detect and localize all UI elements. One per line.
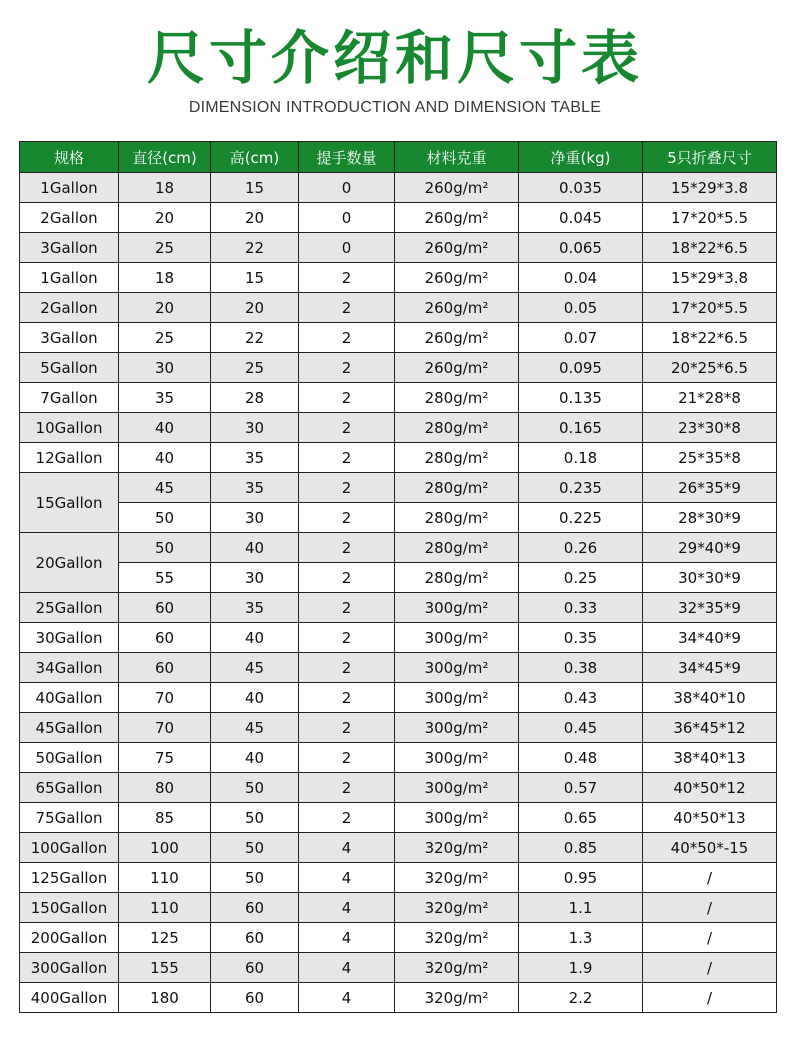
cell-material-weight: 320g/m²: [395, 863, 519, 893]
cell-net-weight: 1.9: [519, 953, 643, 983]
table-header-row: [20, 142, 777, 173]
table-row: [20, 503, 777, 533]
cell-height: 40: [211, 683, 299, 713]
table-row: [20, 923, 777, 953]
cell-folded-size: /: [643, 893, 777, 923]
cell-handles: 4: [299, 953, 395, 983]
cell-diameter: 70: [119, 713, 211, 743]
cell-height: 45: [211, 653, 299, 683]
cell-net-weight: 0.065: [519, 233, 643, 263]
cell-material-weight: 280g/m²: [395, 533, 519, 563]
cell-handles: 2: [299, 563, 395, 593]
cell-handles: 2: [299, 593, 395, 623]
table-row: [20, 533, 777, 563]
cell-material-weight: 260g/m²: [395, 203, 519, 233]
cell-handles: 2: [299, 773, 395, 803]
table-row: [20, 713, 777, 743]
table-row: [20, 593, 777, 623]
cell-material-weight: 300g/m²: [395, 713, 519, 743]
cell-folded-size: 40*50*13: [643, 803, 777, 833]
cell-spec: 1Gallon: [20, 173, 119, 203]
cell-spec: 12Gallon: [20, 443, 119, 473]
table-row: [20, 563, 777, 593]
cell-net-weight: 0.33: [519, 593, 643, 623]
cell-spec: 65Gallon: [20, 773, 119, 803]
cell-handles: 2: [299, 743, 395, 773]
cell-spec: 125Gallon: [20, 863, 119, 893]
cell-height: 22: [211, 323, 299, 353]
cell-diameter: 20: [119, 293, 211, 323]
cell-net-weight: 0.04: [519, 263, 643, 293]
cell-handles: 0: [299, 203, 395, 233]
cell-spec: 400Gallon: [20, 983, 119, 1013]
cell-spec: 2Gallon: [20, 203, 119, 233]
table-row: [20, 203, 777, 233]
cell-handles: 2: [299, 293, 395, 323]
cell-folded-size: 15*29*3.8: [643, 263, 777, 293]
cell-folded-size: /: [643, 983, 777, 1013]
table-row: [20, 383, 777, 413]
cell-height: 45: [211, 713, 299, 743]
cell-material-weight: 280g/m²: [395, 563, 519, 593]
cell-height: 40: [211, 743, 299, 773]
cell-diameter: 18: [119, 263, 211, 293]
cell-diameter: 30: [119, 353, 211, 383]
cell-handles: 2: [299, 263, 395, 293]
cell-handles: 2: [299, 473, 395, 503]
cell-net-weight: 0.235: [519, 473, 643, 503]
cell-material-weight: 320g/m²: [395, 923, 519, 953]
cell-material-weight: 260g/m²: [395, 293, 519, 323]
cell-diameter: 60: [119, 593, 211, 623]
cell-material-weight: 260g/m²: [395, 353, 519, 383]
table-row: [20, 623, 777, 653]
table-row: [20, 653, 777, 683]
cell-height: 28: [211, 383, 299, 413]
cell-folded-size: 15*29*3.8: [643, 173, 777, 203]
cell-height: 30: [211, 413, 299, 443]
cell-spec: 10Gallon: [20, 413, 119, 443]
table-row: [20, 953, 777, 983]
cell-folded-size: /: [643, 863, 777, 893]
cell-folded-size: 17*20*5.5: [643, 293, 777, 323]
table-row: [20, 803, 777, 833]
cell-material-weight: 300g/m²: [395, 773, 519, 803]
cell-diameter: 50: [119, 503, 211, 533]
cell-spec: 50Gallon: [20, 743, 119, 773]
cell-diameter: 75: [119, 743, 211, 773]
cell-net-weight: 0.095: [519, 353, 643, 383]
cell-diameter: 40: [119, 413, 211, 443]
cell-net-weight: 0.65: [519, 803, 643, 833]
cell-net-weight: 0.57: [519, 773, 643, 803]
cell-spec: 300Gallon: [20, 953, 119, 983]
table-row: [20, 743, 777, 773]
cell-handles: 4: [299, 833, 395, 863]
cell-material-weight: 300g/m²: [395, 623, 519, 653]
cell-material-weight: 320g/m²: [395, 983, 519, 1013]
cell-diameter: 40: [119, 443, 211, 473]
cell-material-weight: 280g/m²: [395, 503, 519, 533]
cell-handles: 4: [299, 863, 395, 893]
cell-folded-size: 18*22*6.5: [643, 233, 777, 263]
cell-diameter: 45: [119, 473, 211, 503]
cell-height: 15: [211, 173, 299, 203]
cell-folded-size: 34*45*9: [643, 653, 777, 683]
cell-net-weight: 0.135: [519, 383, 643, 413]
cell-net-weight: 0.26: [519, 533, 643, 563]
table-row: [20, 293, 777, 323]
cell-folded-size: 40*50*12: [643, 773, 777, 803]
cell-handles: 4: [299, 893, 395, 923]
cell-folded-size: 25*35*8: [643, 443, 777, 473]
cell-handles: 2: [299, 383, 395, 413]
cell-height: 20: [211, 293, 299, 323]
cell-handles: 2: [299, 503, 395, 533]
cell-diameter: 20: [119, 203, 211, 233]
cell-spec: 25Gallon: [20, 593, 119, 623]
cell-spec: 15Gallon: [20, 473, 119, 533]
cell-material-weight: 280g/m²: [395, 383, 519, 413]
cell-folded-size: 26*35*9: [643, 473, 777, 503]
cell-handles: 2: [299, 323, 395, 353]
header-net-weight: 净重(kg): [519, 142, 643, 173]
cell-net-weight: 0.38: [519, 653, 643, 683]
cell-net-weight: 0.85: [519, 833, 643, 863]
cell-folded-size: 28*30*9: [643, 503, 777, 533]
cell-material-weight: 320g/m²: [395, 953, 519, 983]
cell-material-weight: 280g/m²: [395, 413, 519, 443]
cell-folded-size: 32*35*9: [643, 593, 777, 623]
cell-folded-size: 23*30*8: [643, 413, 777, 443]
cell-diameter: 70: [119, 683, 211, 713]
cell-height: 50: [211, 803, 299, 833]
cell-spec: 3Gallon: [20, 323, 119, 353]
cell-diameter: 60: [119, 653, 211, 683]
table-row: [20, 173, 777, 203]
table-row: [20, 413, 777, 443]
cell-folded-size: 38*40*10: [643, 683, 777, 713]
cell-spec: 150Gallon: [20, 893, 119, 923]
cell-spec: 30Gallon: [20, 623, 119, 653]
cell-material-weight: 260g/m²: [395, 173, 519, 203]
cell-net-weight: 0.05: [519, 293, 643, 323]
cell-handles: 2: [299, 413, 395, 443]
page-subtitle: DIMENSION INTRODUCTION AND DIMENSION TABLE: [188, 99, 602, 116]
cell-spec: 3Gallon: [20, 233, 119, 263]
cell-material-weight: 280g/m²: [395, 443, 519, 473]
cell-material-weight: 320g/m²: [395, 833, 519, 863]
cell-diameter: 60: [119, 623, 211, 653]
page-title: 尺寸介绍和尺寸表: [146, 24, 643, 92]
cell-height: 20: [211, 203, 299, 233]
cell-net-weight: 0.35: [519, 623, 643, 653]
cell-material-weight: 300g/m²: [395, 683, 519, 713]
cell-material-weight: 300g/m²: [395, 653, 519, 683]
cell-height: 50: [211, 833, 299, 863]
table-row: [20, 263, 777, 293]
cell-net-weight: 0.95: [519, 863, 643, 893]
cell-handles: 0: [299, 233, 395, 263]
cell-net-weight: 1.1: [519, 893, 643, 923]
cell-handles: 2: [299, 533, 395, 563]
cell-height: 40: [211, 623, 299, 653]
table-body: [20, 173, 777, 1013]
cell-diameter: 35: [119, 383, 211, 413]
cell-spec: 5Gallon: [20, 353, 119, 383]
cell-folded-size: 21*28*8: [643, 383, 777, 413]
cell-height: 25: [211, 353, 299, 383]
table-row: [20, 893, 777, 923]
cell-handles: 4: [299, 983, 395, 1013]
cell-height: 60: [211, 953, 299, 983]
cell-material-weight: 260g/m²: [395, 323, 519, 353]
cell-handles: 2: [299, 803, 395, 833]
cell-diameter: 100: [119, 833, 211, 863]
cell-net-weight: 0.45: [519, 713, 643, 743]
cell-net-weight: 0.035: [519, 173, 643, 203]
cell-net-weight: 2.2: [519, 983, 643, 1013]
cell-net-weight: 0.48: [519, 743, 643, 773]
header-material-weight: 材料克重: [395, 142, 519, 173]
cell-folded-size: 34*40*9: [643, 623, 777, 653]
cell-height: 50: [211, 863, 299, 893]
cell-handles: 2: [299, 443, 395, 473]
cell-material-weight: 260g/m²: [395, 263, 519, 293]
cell-height: 60: [211, 923, 299, 953]
cell-spec: 34Gallon: [20, 653, 119, 683]
cell-spec: 1Gallon: [20, 263, 119, 293]
cell-handles: 2: [299, 683, 395, 713]
cell-net-weight: 0.07: [519, 323, 643, 353]
cell-spec: 40Gallon: [20, 683, 119, 713]
cell-material-weight: 300g/m²: [395, 593, 519, 623]
cell-handles: 2: [299, 623, 395, 653]
cell-diameter: 110: [119, 863, 211, 893]
cell-material-weight: 320g/m²: [395, 893, 519, 923]
cell-spec: 100Gallon: [20, 833, 119, 863]
cell-handles: 2: [299, 353, 395, 383]
cell-diameter: 180: [119, 983, 211, 1013]
cell-folded-size: 40*50*-15: [643, 833, 777, 863]
cell-spec: 200Gallon: [20, 923, 119, 953]
cell-handles: 2: [299, 713, 395, 743]
cell-folded-size: 18*22*6.5: [643, 323, 777, 353]
cell-spec: 75Gallon: [20, 803, 119, 833]
cell-height: 60: [211, 893, 299, 923]
cell-handles: 0: [299, 173, 395, 203]
cell-diameter: 125: [119, 923, 211, 953]
cell-material-weight: 300g/m²: [395, 743, 519, 773]
table-row: [20, 443, 777, 473]
cell-material-weight: 280g/m²: [395, 473, 519, 503]
cell-diameter: 50: [119, 533, 211, 563]
cell-height: 35: [211, 473, 299, 503]
cell-net-weight: 0.165: [519, 413, 643, 443]
table-row: [20, 983, 777, 1013]
cell-folded-size: 29*40*9: [643, 533, 777, 563]
cell-folded-size: 20*25*6.5: [643, 353, 777, 383]
cell-material-weight: 260g/m²: [395, 233, 519, 263]
header-spec: 规格: [20, 142, 119, 173]
cell-diameter: 80: [119, 773, 211, 803]
cell-height: 30: [211, 563, 299, 593]
cell-net-weight: 1.3: [519, 923, 643, 953]
cell-net-weight: 0.43: [519, 683, 643, 713]
cell-height: 50: [211, 773, 299, 803]
cell-folded-size: /: [643, 953, 777, 983]
cell-height: 15: [211, 263, 299, 293]
cell-spec: 20Gallon: [20, 533, 119, 593]
cell-handles: 2: [299, 653, 395, 683]
table-row: [20, 833, 777, 863]
dimension-table: [19, 141, 777, 1013]
cell-spec: 2Gallon: [20, 293, 119, 323]
cell-net-weight: 0.225: [519, 503, 643, 533]
table-row: [20, 233, 777, 263]
cell-folded-size: 30*30*9: [643, 563, 777, 593]
header-folded-size: 5只折叠尺寸: [643, 142, 777, 173]
cell-net-weight: 0.25: [519, 563, 643, 593]
table-row: [20, 323, 777, 353]
cell-height: 35: [211, 443, 299, 473]
cell-height: 60: [211, 983, 299, 1013]
table-row: [20, 683, 777, 713]
cell-spec: 45Gallon: [20, 713, 119, 743]
cell-diameter: 85: [119, 803, 211, 833]
header-diameter: 直径(cm): [119, 142, 211, 173]
cell-folded-size: 36*45*12: [643, 713, 777, 743]
cell-folded-size: /: [643, 923, 777, 953]
table-row: [20, 353, 777, 383]
cell-diameter: 155: [119, 953, 211, 983]
header-handles: 提手数量: [299, 142, 395, 173]
header-height: 高(cm): [211, 142, 299, 173]
table-row: [20, 863, 777, 893]
cell-diameter: 25: [119, 323, 211, 353]
cell-folded-size: 38*40*13: [643, 743, 777, 773]
cell-spec: 7Gallon: [20, 383, 119, 413]
cell-height: 40: [211, 533, 299, 563]
cell-handles: 4: [299, 923, 395, 953]
cell-diameter: 18: [119, 173, 211, 203]
cell-height: 22: [211, 233, 299, 263]
cell-height: 30: [211, 503, 299, 533]
cell-diameter: 110: [119, 893, 211, 923]
table-row: [20, 473, 777, 503]
cell-material-weight: 300g/m²: [395, 803, 519, 833]
cell-net-weight: 0.18: [519, 443, 643, 473]
table-row: [20, 773, 777, 803]
cell-diameter: 25: [119, 233, 211, 263]
cell-net-weight: 0.045: [519, 203, 643, 233]
cell-height: 35: [211, 593, 299, 623]
cell-diameter: 55: [119, 563, 211, 593]
cell-folded-size: 17*20*5.5: [643, 203, 777, 233]
